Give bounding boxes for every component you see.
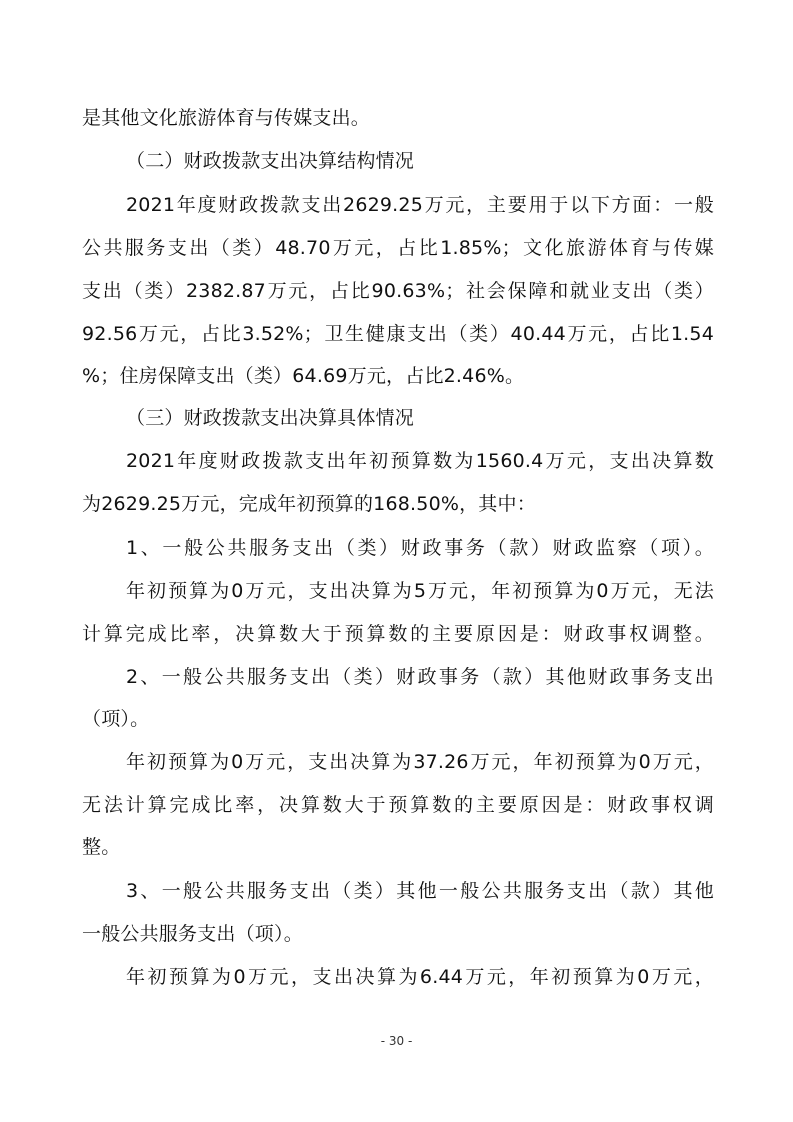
paragraph-line: 无法计算完成比率，决算数大于预算数的主要原因是：财政事权调 [82, 794, 714, 816]
paragraph-line: 是其他文化旅游体育与传媒支出。 [82, 107, 371, 129]
paragraph-line: 92.56万元，占比3.52%；卫生健康支出（类）40.44万元，占比1.54 [82, 323, 714, 345]
section-heading: （二）财政拨款支出决算结构情况 [126, 150, 415, 172]
paragraph-line: 年初预算为0万元，支出决算为6.44万元，年初预算为0万元， [126, 966, 714, 988]
paragraph-line: 2、一般公共服务支出（类）财政事务（款）其他财政事务支出 [126, 666, 714, 688]
paragraph-line: 1、一般公共服务支出（类）财政事务（款）财政监察（项）。 [126, 537, 714, 559]
paragraph-line: 为2629.25万元，完成年初预算的168.50%，其中： [82, 493, 536, 515]
paragraph-line: 2021年度财政拨款支出2629.25万元，主要用于以下方面：一般 [126, 194, 714, 216]
paragraph-line: 整。 [82, 836, 121, 858]
section-heading: （三）财政拨款支出决算具体情况 [126, 407, 415, 429]
paragraph-line: 年初预算为0万元，支出决算为5万元，年初预算为0万元，无法 [126, 580, 714, 602]
paragraph-line: 3、一般公共服务支出（类）其他一般公共服务支出（款）其他 [126, 880, 714, 902]
paragraph-line: 公共服务支出（类）48.70万元，占比1.85%；文化旅游体育与传媒 [82, 237, 714, 259]
paragraph-line: %；住房保障支出（类）64.69万元，占比2.46%。 [82, 365, 525, 387]
paragraph-line: （项）。 [82, 708, 150, 730]
paragraph-line: 一般公共服务支出（项）。 [82, 923, 303, 945]
paragraph-line: 2021年度财政拨款支出年初预算数为1560.4万元，支出决算数 [126, 450, 714, 472]
paragraph-line: 计算完成比率，决算数大于预算数的主要原因是：财政事权调整。 [82, 623, 714, 645]
page-number: - 30 - [380, 1034, 413, 1048]
paragraph-line: 支出（类）2382.87万元，占比90.63%；社会保障和就业支出（类） [82, 280, 714, 302]
paragraph-line: 年初预算为0万元，支出决算为37.26万元，年初预算为0万元， [126, 751, 714, 773]
